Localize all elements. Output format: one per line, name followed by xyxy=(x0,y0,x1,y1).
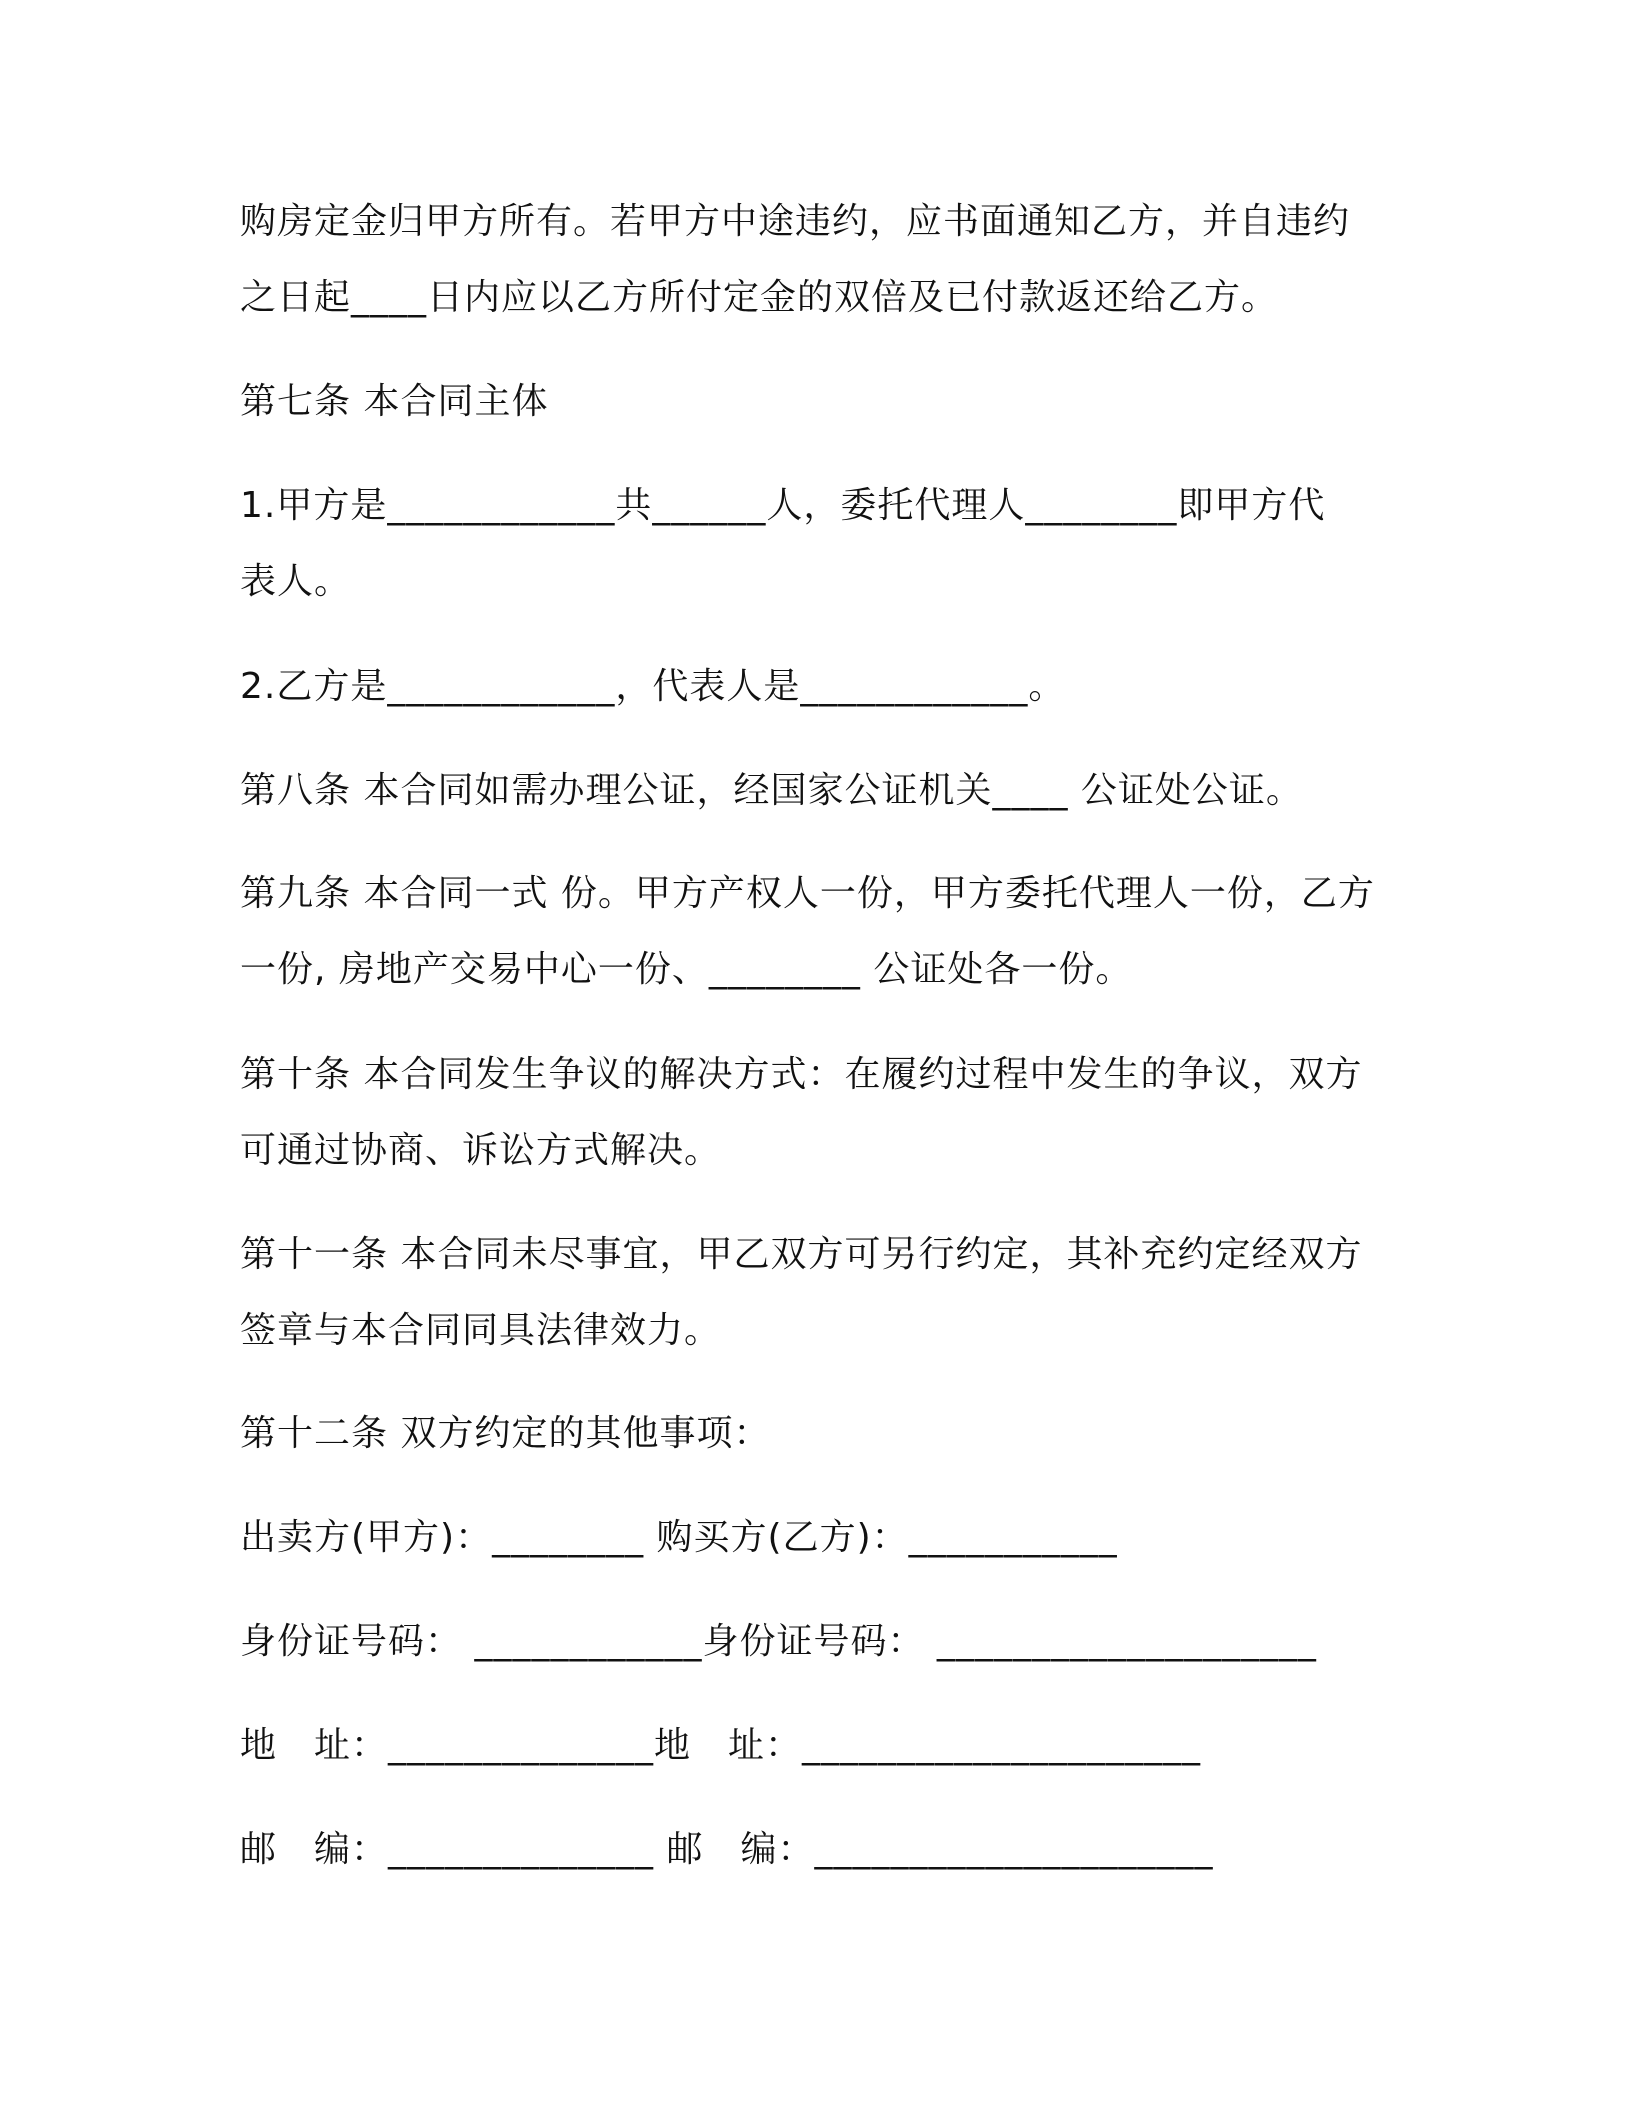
clause-10-line-1: 第十条 本合同发生争议的解决方式：在履约过程中发生的争议，双方 xyxy=(240,1054,1363,1095)
id-number-line: 身份证号码： ____________身份证号码： ____________________ xyxy=(240,1621,1317,1662)
clause-9-line-1: 第九条 本合同一式 份。甲方产权人一份，甲方委托代理人一份，乙方 xyxy=(240,873,1375,914)
clause-10-line-2: 可通过协商、诉讼方式解决。 xyxy=(240,1130,722,1171)
clause-12-heading: 第十二条 双方约定的其他事项： xyxy=(240,1413,771,1454)
signatory-line: 出卖方(甲方)：________ 购买方(乙方)：___________ xyxy=(240,1517,1118,1558)
clause-8-line: 第八条 本合同如需办理公证，经国家公证机关____ 公证处公证。 xyxy=(240,770,1303,811)
clause-11-line-2: 签章与本合同同具法律效力。 xyxy=(240,1310,722,1351)
party-b-line: 2.乙方是____________，代表人是____________。 xyxy=(240,666,1066,707)
clause-11-line-1: 第十一条 本合同未尽事宜，甲乙双方可另行约定，其补充约定经双方 xyxy=(240,1234,1363,1275)
clause-6-text-line-2: 之日起____日内应以乙方所付定金的双倍及已付款返还给乙方。 xyxy=(240,277,1279,318)
clause-6-text-line-1: 购房定金归甲方所有。若甲方中途违约，应书面通知乙方，并自违约 xyxy=(240,201,1351,242)
postal-code-line: 邮 编：______________ 邮 编：_____________________ xyxy=(240,1829,1214,1870)
party-a-line-2: 表人。 xyxy=(240,561,352,602)
address-line: 地 址：______________地 址：_____________________ xyxy=(240,1725,1202,1766)
clause-9-line-2: 一份, 房地产交易中心一份、________ 公证处各一份。 xyxy=(240,949,1133,990)
clause-7-heading: 第七条 本合同主体 xyxy=(240,381,549,422)
party-a-line-1: 1.甲方是____________共______人，委托代理人________即甲方代 xyxy=(240,485,1326,526)
